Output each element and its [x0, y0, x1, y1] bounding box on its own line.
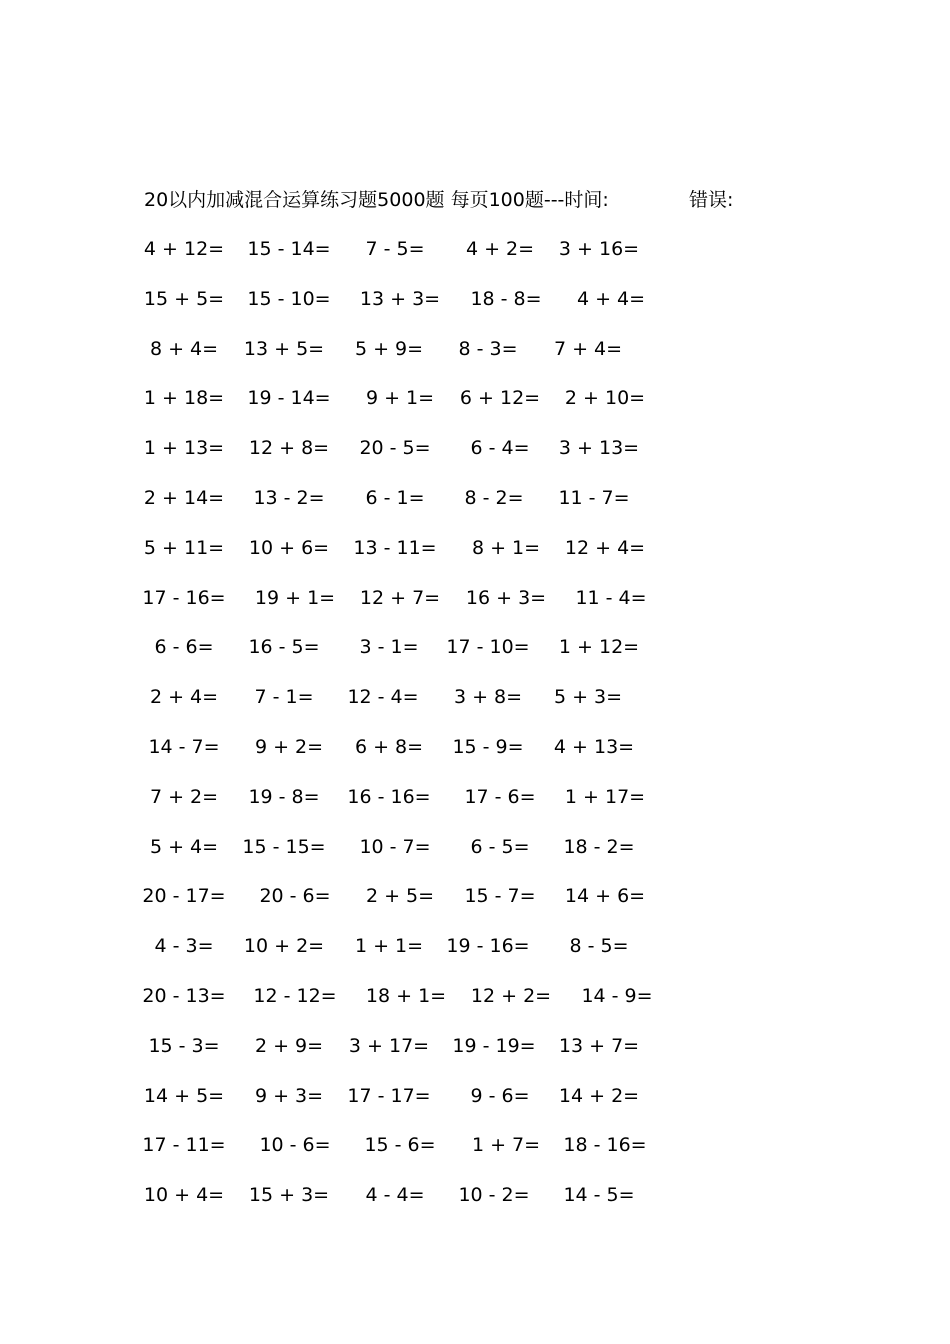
- problem-item: 18 - 16=: [563, 1134, 647, 1157]
- problem-row: [0, 633, 950, 683]
- problem-grid: [0, 235, 950, 1231]
- problem-item: 10 - 7=: [359, 835, 431, 858]
- problem-item: 6 + 8=: [354, 735, 424, 758]
- problem-item: 4 + 2=: [465, 238, 535, 260]
- problem-item: 14 + 6=: [564, 885, 646, 908]
- problem-item: 1 + 1=: [354, 935, 424, 958]
- problem-item: 17 - 17=: [347, 1084, 431, 1107]
- problem-item: 12 + 8=: [248, 437, 330, 460]
- problem-item: 18 + 1=: [365, 984, 447, 1007]
- problem-item: 16 + 3=: [465, 586, 547, 609]
- problem-item: 3 + 17=: [348, 1034, 430, 1057]
- problem-item: 7 + 4=: [553, 337, 623, 360]
- problem-item: 15 - 7=: [464, 885, 536, 908]
- problem-item: 1 + 7=: [471, 1134, 541, 1157]
- problem-item: 15 - 3=: [148, 1034, 220, 1057]
- problem-item: 5 + 11=: [143, 536, 225, 559]
- problem-item: 12 + 2=: [470, 984, 552, 1007]
- problem-row: [0, 1032, 950, 1082]
- worksheet-title: 20以内加减混合运算练习题5000题 每页100题---时间:: [144, 189, 609, 211]
- problem-row: [0, 982, 950, 1032]
- problem-row: [0, 733, 950, 783]
- problem-item: 4 - 4=: [365, 1184, 425, 1207]
- problem-item: 2 + 10=: [564, 387, 646, 410]
- problem-item: 12 - 12=: [253, 984, 337, 1007]
- problem-item: 10 + 4=: [143, 1184, 225, 1207]
- problem-item: 2 + 14=: [143, 486, 225, 509]
- problem-item: 13 - 11=: [353, 536, 437, 559]
- problem-item: 6 - 1=: [365, 486, 425, 509]
- problem-item: 17 - 11=: [142, 1134, 226, 1157]
- problem-row: [0, 1131, 950, 1181]
- problem-row: [0, 932, 950, 982]
- problem-item: 20 - 17=: [142, 885, 226, 908]
- problem-row: [0, 683, 950, 733]
- problem-item: 16 - 5=: [248, 636, 320, 659]
- problem-item: 13 - 2=: [253, 486, 325, 509]
- problem-item: 6 - 6=: [154, 636, 214, 659]
- problem-item: 10 + 2=: [243, 935, 325, 958]
- problem-row: [0, 833, 950, 883]
- problem-item: 20 - 13=: [142, 984, 226, 1007]
- problem-item: 10 - 2=: [458, 1184, 530, 1207]
- problem-item: 15 - 14=: [247, 238, 331, 260]
- problem-item: 2 + 9=: [254, 1034, 324, 1057]
- problem-row: [0, 384, 950, 434]
- problem-row: [0, 285, 950, 335]
- problem-row: [0, 484, 950, 534]
- problem-item: 1 + 18=: [143, 387, 225, 410]
- problem-item: 20 - 6=: [259, 885, 331, 908]
- problem-row: [0, 1181, 950, 1231]
- problem-row: [0, 335, 950, 385]
- problem-item: 1 + 12=: [558, 636, 640, 659]
- problem-row: [0, 434, 950, 484]
- problem-item: 8 - 2=: [464, 486, 524, 509]
- problem-item: 8 + 1=: [471, 536, 541, 559]
- problem-row: [0, 882, 950, 932]
- problem-item: 13 + 3=: [359, 287, 441, 310]
- problem-item: 4 + 13=: [553, 735, 635, 758]
- problem-item: 12 + 7=: [359, 586, 441, 609]
- problem-item: 8 - 5=: [569, 935, 629, 958]
- problem-item: 11 - 7=: [558, 486, 630, 509]
- problem-item: 16 - 16=: [347, 785, 431, 808]
- problem-item: 19 + 1=: [254, 586, 336, 609]
- problem-row: [0, 1082, 950, 1132]
- problem-item: 19 - 19=: [452, 1034, 536, 1057]
- problem-row: [0, 534, 950, 584]
- problem-item: 3 + 13=: [558, 437, 640, 460]
- problem-item: 4 + 12=: [143, 238, 225, 260]
- problem-item: 9 + 2=: [254, 735, 324, 758]
- problem-item: 6 - 5=: [470, 835, 530, 858]
- problem-item: 14 - 7=: [148, 735, 220, 758]
- errors-label: 错误:: [689, 189, 734, 211]
- problem-item: 5 + 4=: [149, 835, 219, 858]
- problem-item: 17 - 16=: [142, 586, 226, 609]
- problem-item: 9 + 3=: [254, 1084, 324, 1107]
- problem-item: 9 - 6=: [470, 1084, 530, 1107]
- problem-item: 11 - 4=: [575, 586, 647, 609]
- problem-item: 14 + 5=: [143, 1084, 225, 1107]
- problem-item: 6 - 4=: [470, 437, 530, 460]
- problem-item: 13 + 7=: [558, 1034, 640, 1057]
- problem-item: 1 + 13=: [143, 437, 225, 460]
- problem-item: 5 + 9=: [354, 337, 424, 360]
- problem-item: 7 - 1=: [254, 686, 314, 709]
- problem-item: 18 - 8=: [470, 287, 542, 310]
- problem-item: 19 - 16=: [446, 935, 530, 958]
- problem-item: 7 + 2=: [149, 785, 219, 808]
- problem-item: 15 - 10=: [247, 287, 331, 310]
- problem-item: 13 + 5=: [243, 337, 325, 360]
- problem-item: 2 + 5=: [365, 885, 435, 908]
- problem-row: [0, 783, 950, 833]
- problem-item: 14 - 5=: [563, 1184, 635, 1207]
- problem-item: 12 - 4=: [347, 686, 419, 709]
- problem-item: 3 - 1=: [359, 636, 419, 659]
- problem-item: 3 + 16=: [558, 238, 640, 260]
- problem-item: 10 + 6=: [248, 536, 330, 559]
- problem-item: 4 + 4=: [576, 287, 646, 310]
- problem-item: 15 - 6=: [364, 1134, 436, 1157]
- problem-item: 15 + 3=: [248, 1184, 330, 1207]
- problem-item: 6 + 12=: [459, 387, 541, 410]
- problem-item: 1 + 17=: [564, 785, 646, 808]
- problem-item: 17 - 6=: [464, 785, 536, 808]
- problem-item: 2 + 4=: [149, 686, 219, 709]
- problem-item: 15 - 15=: [242, 835, 326, 858]
- problem-item: 15 - 9=: [452, 735, 524, 758]
- problem-item: 20 - 5=: [359, 437, 431, 460]
- problem-item: 5 + 3=: [553, 686, 623, 709]
- problem-item: 7 - 5=: [365, 238, 425, 260]
- problem-item: 10 - 6=: [259, 1134, 331, 1157]
- problem-item: 9 + 1=: [365, 387, 435, 410]
- problem-item: 14 + 2=: [558, 1084, 640, 1107]
- worksheet-header: [144, 186, 734, 214]
- problem-row: [0, 584, 950, 634]
- problem-item: 3 + 8=: [453, 686, 523, 709]
- problem-row: [0, 235, 950, 285]
- problem-item: 19 - 8=: [248, 785, 320, 808]
- problem-item: 14 - 9=: [581, 984, 653, 1007]
- problem-item: 4 - 3=: [154, 935, 214, 958]
- problem-item: 8 - 3=: [458, 337, 518, 360]
- problem-item: 8 + 4=: [149, 337, 219, 360]
- problem-item: 17 - 10=: [446, 636, 530, 659]
- problem-item: 15 + 5=: [143, 287, 225, 310]
- problem-item: 19 - 14=: [247, 387, 331, 410]
- problem-item: 12 + 4=: [564, 536, 646, 559]
- problem-item: 18 - 2=: [563, 835, 635, 858]
